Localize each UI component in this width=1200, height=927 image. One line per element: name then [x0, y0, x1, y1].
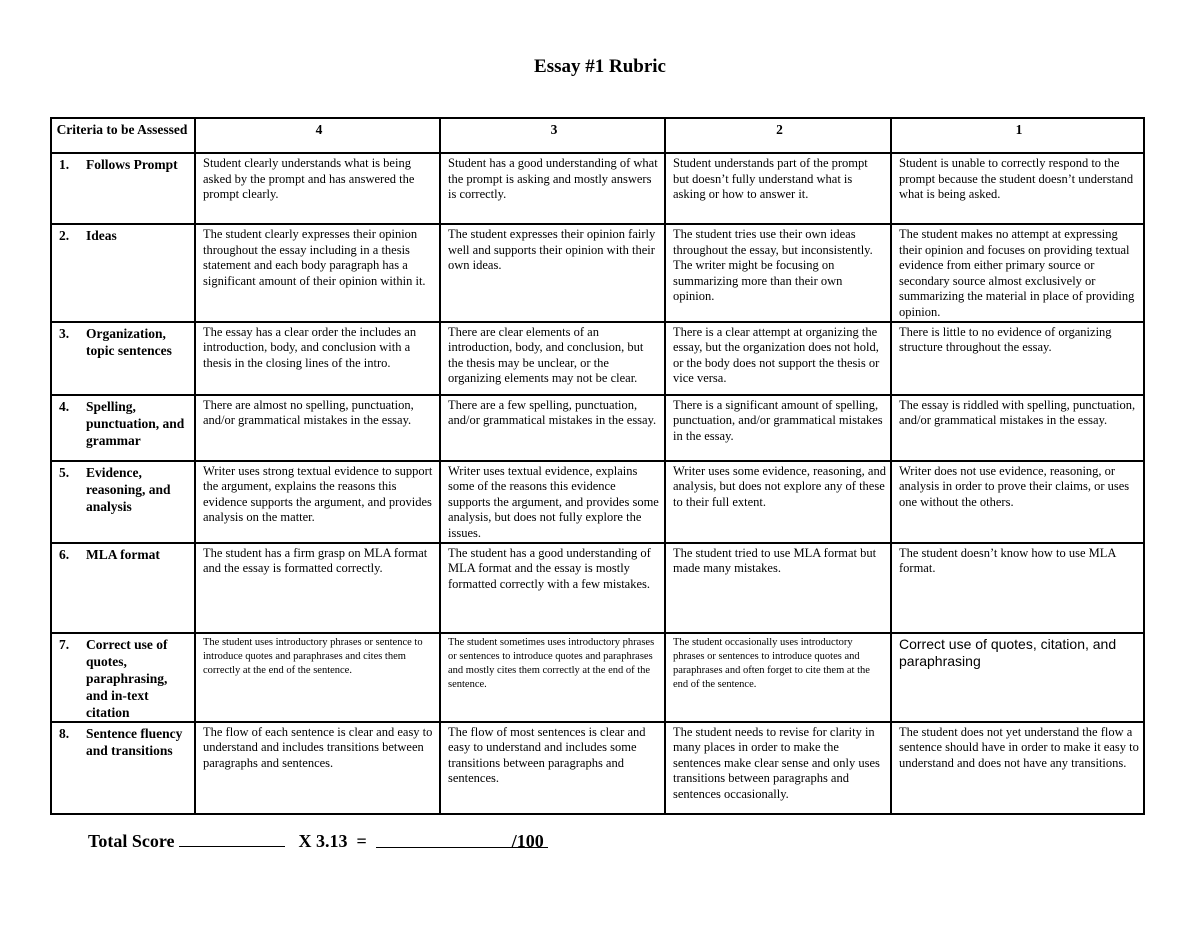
descriptor-cell: There are clear elements of an introduction, body, and conclusion, but the thesis may be unclear, or the organizing elements may not be clear. — [440, 322, 665, 395]
criterion-number: 8. — [59, 725, 70, 741]
descriptor-cell: The student tries use their own ideas throughout the essay, but inconsistently. The writer might be focusing on summarizing more than their own opinion. — [665, 224, 891, 322]
criterion-label: Correct use of quotes, paraphrasing, and in-text citation — [86, 636, 168, 720]
criterion-cell — [51, 633, 195, 722]
out-of-label: /100 — [511, 831, 544, 851]
descriptor-cell: Student has a good understanding of what the prompt is asking and mostly answers is correctly. — [440, 153, 665, 224]
criterion-cell — [51, 395, 195, 461]
criterion-cell — [51, 543, 195, 633]
criterion-cell — [51, 722, 195, 814]
descriptor-cell: The student sometimes uses introductory phrases or sentences to introduce quotes and paraphrases and mostly cites them correctly at the end of the sentence. — [440, 633, 665, 722]
score-blank[interactable] — [179, 830, 285, 847]
criterion-cell — [51, 153, 195, 224]
descriptor-cell: There are a few spelling, punctuation, and/or grammatical mistakes in the essay. — [440, 395, 665, 461]
descriptor-cell: The student has a good understanding of MLA format and the essay is mostly formatted correctly with a few mistakes. — [440, 543, 665, 633]
descriptor-cell: The essay is riddled with spelling, punctuation, and/or grammatical mistakes in the essay. — [891, 395, 1144, 461]
descriptor-cell: There is little to no evidence of organizing structure throughout the essay. — [891, 322, 1144, 395]
criterion-number: 4. — [59, 398, 70, 414]
rubric-table — [50, 117, 1145, 815]
table-row — [51, 543, 1144, 633]
descriptor-cell: The flow of each sentence is clear and easy to understand and includes transitions between paragraphs and sentences. — [195, 722, 440, 814]
descriptor-cell: The student occasionally uses introductory phrases or sentences to introduce quotes and paraphrases and often forget to cite them at the end of the sentence. — [665, 633, 891, 722]
table-row — [51, 461, 1144, 543]
table-row — [51, 153, 1144, 224]
descriptor-cell: The student doesn’t know how to use MLA format. — [891, 543, 1144, 633]
table-row — [51, 722, 1144, 814]
descriptor-cell: Student understands part of the prompt but doesn’t fully understand what is asking or how to answer it. — [665, 153, 891, 224]
descriptor-cell: Writer uses textual evidence, explains some of the reasons this evidence supports the argument, and provides some analysis, but does not fully explore the issues. — [440, 461, 665, 543]
criterion-number: 7. — [59, 636, 70, 652]
criterion-label: Evidence, reasoning, and analysis — [86, 464, 171, 514]
result-blank[interactable] — [376, 831, 548, 851]
score-header-4: 4 — [195, 118, 440, 153]
descriptor-cell: The student needs to revise for clarity in many places in order to make the sentences make clear sense and only uses transitions between paragraphs and sentences occasionally. — [665, 722, 891, 814]
total-score-line — [88, 830, 548, 852]
criterion-label: Follows Prompt — [86, 157, 178, 172]
descriptor-cell: Correct use of quotes, citation, and paraphrasing — [891, 633, 1144, 722]
criterion-cell — [51, 224, 195, 322]
descriptor-cell: The student expresses their opinion fairly well and supports their opinion with their own ideas. — [440, 224, 665, 322]
descriptor-cell: There is a clear attempt at organizing the essay, but the organization does not hold, or the body does not support the thesis or vice versa. — [665, 322, 891, 395]
criterion-cell — [51, 322, 195, 395]
descriptor-cell: There are almost no spelling, punctuation, and/or grammatical mistakes in the essay. — [195, 395, 440, 461]
score-header-2: 2 — [665, 118, 891, 153]
criterion-number: 6. — [59, 546, 70, 562]
header-row — [51, 118, 1144, 153]
table-row — [51, 395, 1144, 461]
descriptor-cell: The student makes no attempt at expressing their opinion and focuses on providing textual evidence from either primary source or secondary source almost exclusively or summarizing the material in place of providing opinion. — [891, 224, 1144, 322]
score-header-3: 3 — [440, 118, 665, 153]
descriptor-cell: Writer does not use evidence, reasoning, or analysis in order to prove their claims, or uses one without the others. — [891, 461, 1144, 543]
multiplier-label: X 3.13 — [298, 831, 348, 851]
descriptor-cell: Student is unable to correctly respond to the prompt because the student doesn’t understand what is being asked. — [891, 153, 1144, 224]
total-score-label: Total Score — [88, 831, 175, 851]
descriptor-cell: The essay has a clear order the includes an introduction, body, and conclusion with a thesis in the closing lines of the intro. — [195, 322, 440, 395]
criterion-label: Spelling, punctuation, and grammar — [86, 398, 185, 448]
criterion-label: Organization, topic sentences — [86, 325, 172, 358]
criterion-label: MLA format — [86, 546, 160, 562]
criterion-number: 1. — [59, 157, 70, 172]
descriptor-cell: The student has a firm grasp on MLA format and the essay is formatted correctly. — [195, 543, 440, 633]
score-header-1: 1 — [891, 118, 1144, 153]
table-row — [51, 224, 1144, 322]
descriptor-cell: The student clearly expresses their opinion throughout the essay including in a thesis statement and each body paragraph has a significant amount of their opinion within it. — [195, 224, 440, 322]
criterion-cell — [51, 461, 195, 543]
criteria-header: Criteria to be Assessed — [51, 118, 195, 153]
descriptor-cell: The flow of most sentences is clear and easy to understand and includes some transitions between paragraphs and sentences. — [440, 722, 665, 814]
descriptor-cell: Writer uses strong textual evidence to support the argument, explains the reasons this evidence supports the argument, and provides analysis on the matter. — [195, 461, 440, 543]
equals-sign: = — [356, 831, 367, 851]
criterion-number: 2. — [59, 228, 70, 243]
criterion-number: 3. — [59, 325, 70, 341]
criterion-label: Ideas — [86, 228, 117, 243]
descriptor-cell: Student clearly understands what is being asked by the prompt and has answered the prompt clearly. — [195, 153, 440, 224]
descriptor-cell: The student uses introductory phrases or sentence to introduce quotes and paraphrases and cites them correctly at the end of the sentence. — [195, 633, 440, 722]
descriptor-cell: There is a significant amount of spelling, punctuation, and/or grammatical mistakes in the essay. — [665, 395, 891, 461]
criterion-number: 5. — [59, 464, 70, 480]
table-row — [51, 633, 1144, 722]
descriptor-cell: The student does not yet understand the flow a sentence should have in order to make it easy to understand and does not have any transitions. — [891, 722, 1144, 814]
descriptor-cell: The student tried to use MLA format but made many mistakes. — [665, 543, 891, 633]
descriptor-cell: Writer uses some evidence, reasoning, and analysis, but does not explore any of these to their full extent. — [665, 461, 891, 543]
criterion-label: Sentence fluency and transitions — [86, 725, 183, 758]
page-title: Essay #1 Rubric — [534, 56, 666, 77]
table-row — [51, 322, 1144, 395]
